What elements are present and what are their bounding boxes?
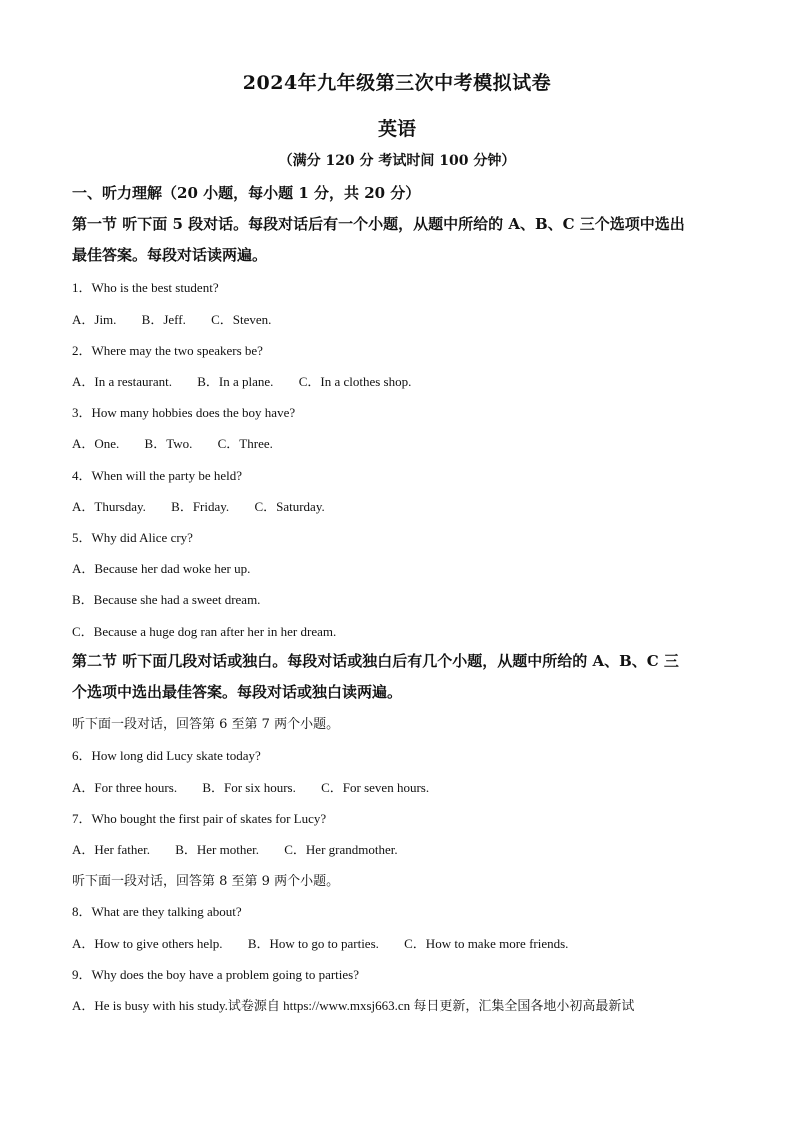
question-1-options — [72, 309, 271, 328]
option-b: B．Friday. — [171, 499, 230, 514]
subject-title: 英语 — [377, 118, 416, 140]
option-c: C．Saturday. — [254, 499, 325, 514]
option-c: C．Her grandmother. — [284, 842, 398, 857]
part2-instructions-line1: 第二节 听下面几段对话或独白。每段对话或独白后有几个小题，从题中所给的 A、B、C 三 — [72, 652, 679, 670]
option-a: A．How to give others help. — [72, 936, 223, 951]
question-1: 1．Who is the best student? — [72, 280, 219, 295]
question-9: 9．Why does the boy have a problem going to parties? — [72, 967, 360, 982]
question-6: 6．How long did Lucy skate today? — [72, 748, 261, 763]
part1-instructions-line2: 最佳答案。每段对话读两遍。 — [72, 246, 268, 264]
source-watermark-text: 试卷源自 https://www.mxsj663.cn 每日更新，汇集全国各地小初高最新试 — [227, 998, 635, 1013]
score-note: （满分 120 分 考试时间 100 分钟） — [278, 153, 516, 169]
question-3: 3．How many hobbies does the boy have? — [72, 405, 296, 420]
question-9-option-a-with-source — [72, 995, 634, 1014]
question-7-options — [72, 839, 398, 858]
option-c: C．Steven. — [211, 312, 272, 327]
option-b: B．Two. — [144, 436, 193, 451]
option-a: A．In a restaurant. — [72, 374, 172, 389]
question-8: 8．What are they talking about? — [72, 904, 242, 919]
question-8-options — [72, 933, 568, 952]
question-2-options — [72, 371, 411, 390]
option-b: B．For six hours. — [202, 780, 296, 795]
question-4: 4．When will the party be held? — [72, 468, 243, 483]
section-heading: 一、听力理解（20 小题，每小题 1 分，共 20 分） — [72, 184, 421, 202]
part2-instructions-line2: 个选项中选出最佳答案。每段对话或独白读两遍。 — [72, 683, 403, 701]
option-b: B．How to go to parties. — [247, 936, 379, 951]
option-c: C．Three. — [217, 436, 273, 451]
option-a: A．Thursday. — [72, 499, 146, 514]
option-b: B．Her mother. — [175, 842, 259, 857]
question-5-option-a: A．Because her dad woke her up. — [72, 561, 251, 576]
question-4-options — [72, 496, 325, 515]
question-5-option-c: C．Because a huge dog ran after her in her dream. — [72, 624, 337, 639]
part1-instructions-line1: 第一节 听下面 5 段对话。每段对话后有一个小题，从题中所给的 A、B、C 三个选项中选出 — [72, 215, 685, 233]
option-a: A．Jim. — [72, 312, 117, 327]
listening-intro-8-9: 听下面一段对话，回答第 8 至第 9 两个小题。 — [72, 874, 340, 889]
option-c: C．How to make more friends. — [404, 936, 569, 951]
question-2: 2．Where may the two speakers be? — [72, 343, 263, 358]
option-b: B．In a plane. — [197, 374, 274, 389]
question-3-options — [72, 433, 273, 452]
exam-title: 2024年九年级第三次中考模拟试卷 — [242, 72, 552, 94]
question-7: 7．Who bought the first pair of skates for Lucy? — [72, 811, 327, 826]
option-c: C．For seven hours. — [321, 780, 430, 795]
option-a: A．One. — [72, 436, 120, 451]
listening-intro-6-7: 听下面一段对话，回答第 6 至第 7 两个小题。 — [72, 717, 340, 732]
option-c: C．In a clothes shop. — [298, 374, 412, 389]
question-5-option-b: B．Because she had a sweet dream. — [72, 592, 261, 607]
option-a: A．For three hours. — [72, 780, 178, 795]
option-a: A．Her father. — [72, 842, 150, 857]
option-b: B．Jeff. — [141, 312, 186, 327]
option-a: A．He is busy with his study. — [72, 998, 228, 1013]
question-6-options — [72, 777, 429, 796]
question-5: 5．Why did Alice cry? — [72, 530, 193, 545]
